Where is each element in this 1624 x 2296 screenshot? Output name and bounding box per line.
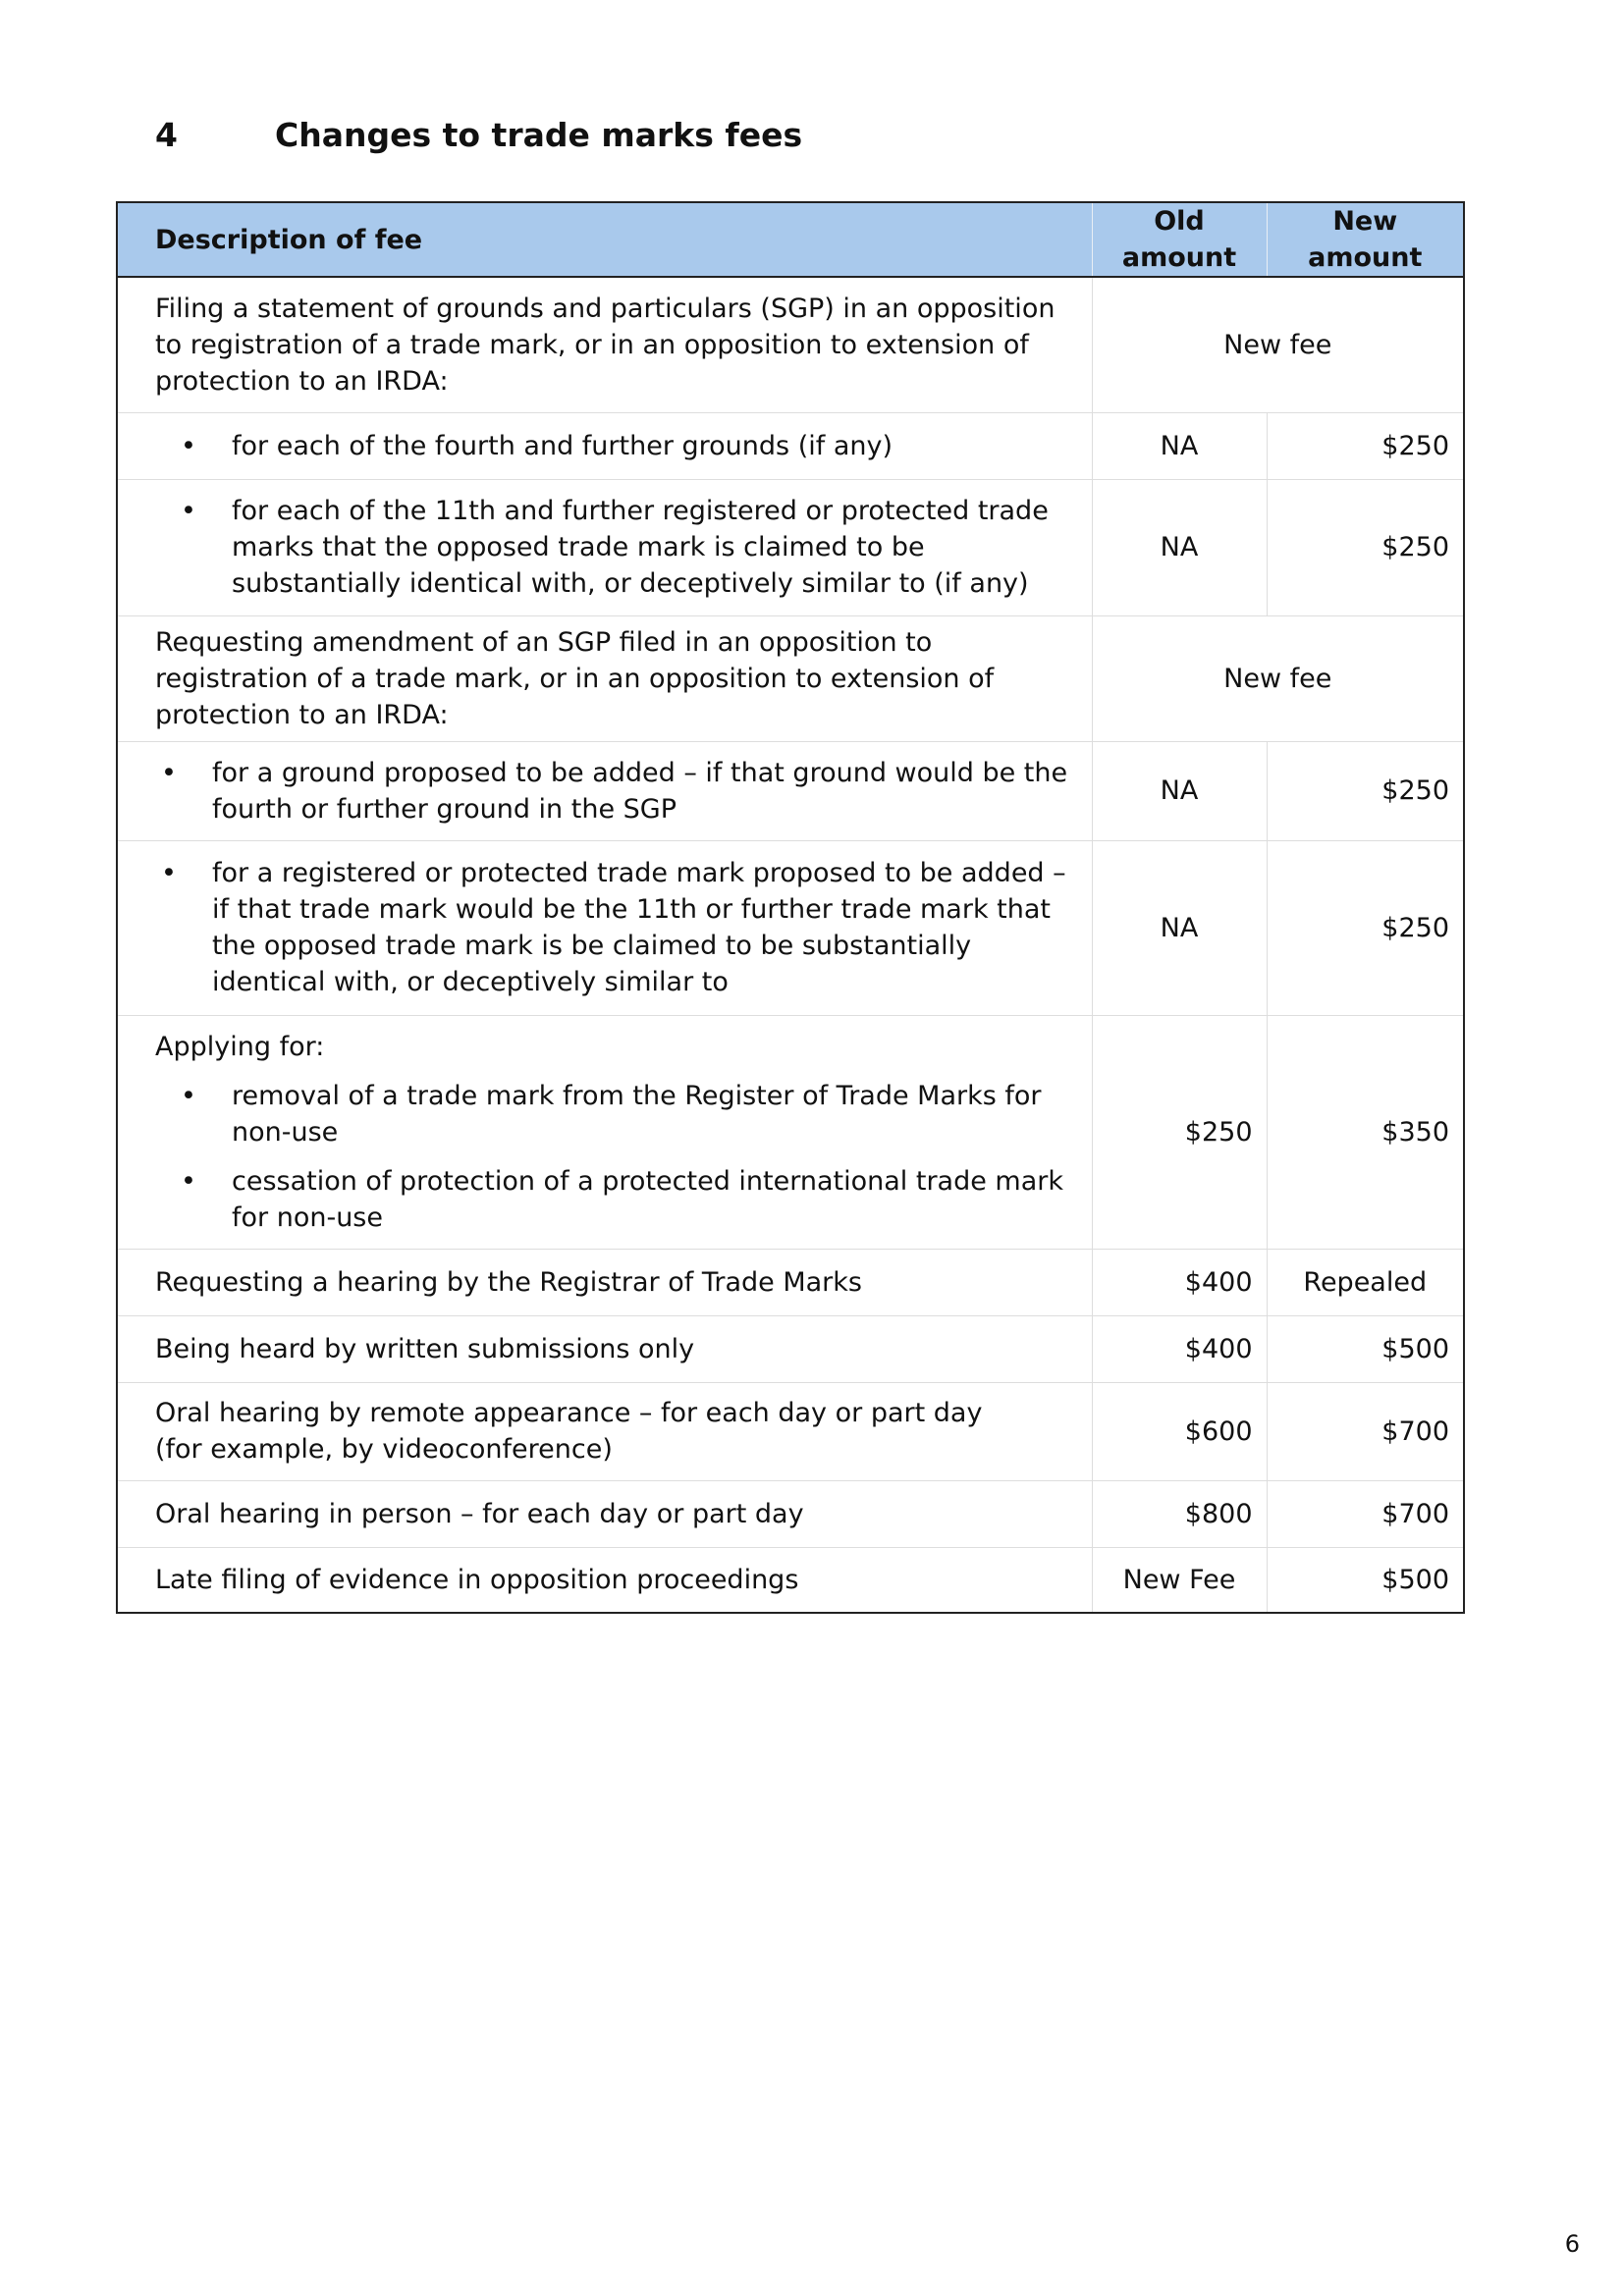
table-row xyxy=(117,840,1464,1015)
old-amount: $400 xyxy=(1092,1249,1267,1315)
table-row xyxy=(117,1382,1464,1480)
table-row xyxy=(117,479,1464,615)
new-fee-note: New fee xyxy=(1092,277,1464,412)
header-description: Description of fee xyxy=(117,202,1092,277)
bullet-text: removal of a trade mark from the Register of Trade Marks for non-use xyxy=(232,1080,1042,1148)
applying-for-label: Applying for: xyxy=(155,1031,325,1062)
table-row xyxy=(117,1015,1464,1249)
new-fee-note: New fee xyxy=(1092,615,1464,741)
row-description xyxy=(117,1382,1092,1480)
table-row xyxy=(117,1547,1464,1613)
bullet-icon: • xyxy=(161,757,177,788)
page-number: 6 xyxy=(1564,2230,1580,2258)
old-amount: $600 xyxy=(1092,1382,1267,1480)
old-amount: NA xyxy=(1092,412,1267,479)
new-amount: $700 xyxy=(1267,1382,1464,1480)
bullet-icon: • xyxy=(181,1080,196,1111)
row-description: Late filing of evidence in opposition proceedings xyxy=(117,1547,1092,1613)
table-row xyxy=(117,1480,1464,1547)
bullet-text: for each of the 11th and further registered or protected trade marks that the opposed trade mark is claimed to be substantially identical with, or deceptively similar to (if any) xyxy=(232,496,1049,599)
row-description-line: (for example, by videoconference) xyxy=(155,1434,613,1465)
row-description: Filing a statement of grounds and particulars (SGP) in an opposition to registration of a trade mark, or in an opposition to extension of protection to an IRDA: xyxy=(117,277,1092,412)
table-row xyxy=(117,412,1464,479)
row-description xyxy=(117,1015,1092,1249)
bullet-text: for a registered or protected trade mark proposed to be added – if that trade mark would be the 11th or further trade mark that the opposed trade mark is be claimed to be substantially identical with, or deceptively similar to xyxy=(212,858,1066,997)
bullet-text: cessation of protection of a protected international trade mark for non-use xyxy=(232,1165,1064,1233)
bullet-text: for a ground proposed to be added – if that ground would be the fourth or further ground in the SGP xyxy=(212,757,1068,825)
new-amount: $500 xyxy=(1267,1315,1464,1382)
new-amount: $350 xyxy=(1267,1015,1464,1249)
bullet-icon: • xyxy=(181,1165,196,1197)
row-description: Requesting amendment of an SGP filed in an opposition to registration of a trade mark, or in an opposition to extension of protection to an IRDA: xyxy=(117,615,1092,741)
bullet-icon: • xyxy=(181,496,196,526)
row-description xyxy=(117,840,1092,1015)
section-number: 4 xyxy=(155,116,178,154)
new-amount: Repealed xyxy=(1267,1249,1464,1315)
new-amount: $700 xyxy=(1267,1480,1464,1547)
old-amount: New Fee xyxy=(1092,1547,1267,1613)
old-amount: $400 xyxy=(1092,1315,1267,1382)
new-amount: $250 xyxy=(1267,840,1464,1015)
row-description xyxy=(117,479,1092,615)
new-amount: $250 xyxy=(1267,479,1464,615)
bullet-icon: • xyxy=(161,858,177,888)
row-description xyxy=(117,741,1092,840)
row-description: Requesting a hearing by the Registrar of Trade Marks xyxy=(117,1249,1092,1315)
table-row xyxy=(117,277,1464,412)
row-description: Being heard by written submissions only xyxy=(117,1315,1092,1382)
row-description-line: Oral hearing by remote appearance – for each day or part day xyxy=(155,1398,983,1428)
table-row xyxy=(117,1249,1464,1315)
new-amount: $250 xyxy=(1267,741,1464,840)
table-row xyxy=(117,741,1464,840)
fees-table xyxy=(116,201,1465,1614)
new-amount: $250 xyxy=(1267,412,1464,479)
bullet-text: for each of the fourth and further grounds (if any) xyxy=(232,430,893,461)
section-heading xyxy=(155,116,802,154)
section-title: Changes to trade marks fees xyxy=(275,116,803,154)
header-new-amount: New amount xyxy=(1267,202,1464,277)
table-row xyxy=(117,615,1464,741)
old-amount: NA xyxy=(1092,840,1267,1015)
new-amount: $500 xyxy=(1267,1547,1464,1613)
old-amount: $800 xyxy=(1092,1480,1267,1547)
old-amount: $250 xyxy=(1092,1015,1267,1249)
row-description xyxy=(117,412,1092,479)
old-amount: NA xyxy=(1092,479,1267,615)
bullet-icon: • xyxy=(181,430,196,461)
old-amount: NA xyxy=(1092,741,1267,840)
table-header-row xyxy=(117,202,1464,277)
row-description: Oral hearing in person – for each day or part day xyxy=(117,1480,1092,1547)
table-row xyxy=(117,1315,1464,1382)
header-old-amount: Old amount xyxy=(1092,202,1267,277)
